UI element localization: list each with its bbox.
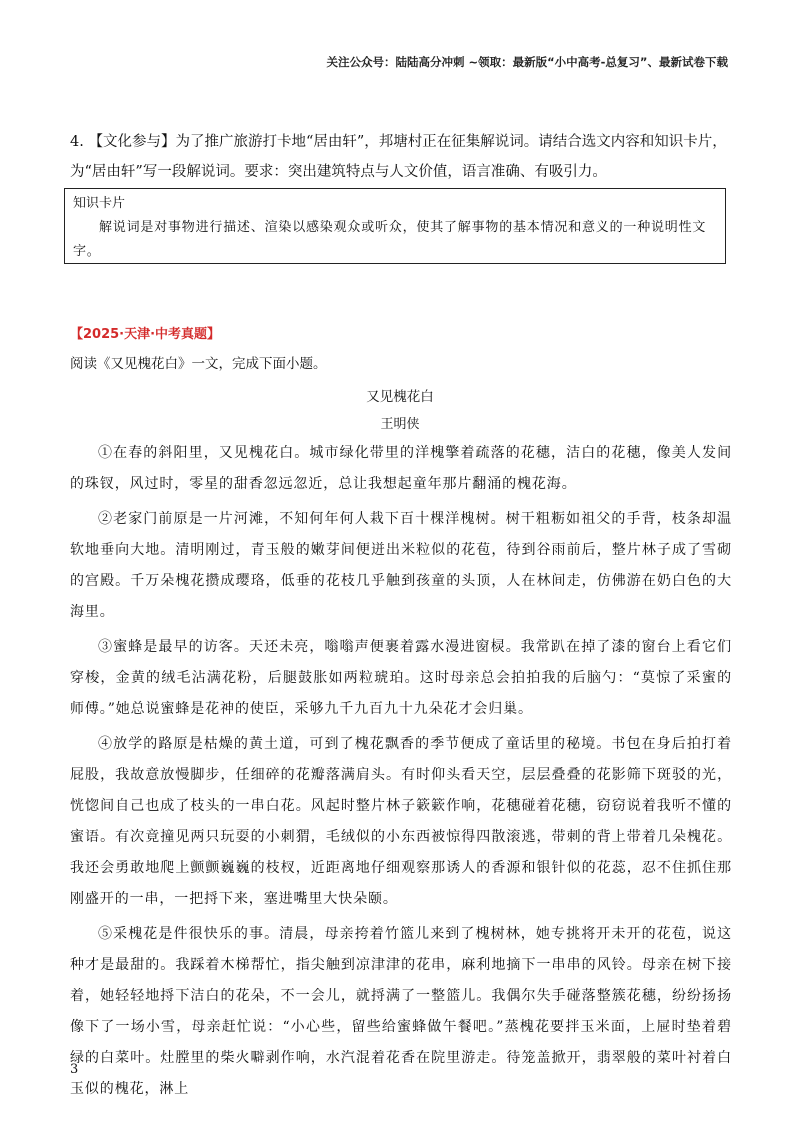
paragraph-1: ①在春的斜阳里，又见槐花白。城市绿化带里的洋槐擎着疏落的花穗，洁白的花穗，像美人发间的珠钗，风过时，零星的甜香忽远忽近，总让我想起童年那片翻涌的槐花海。 [70, 445, 732, 492]
page-number: 3 [70, 1062, 79, 1077]
knowledge-card [64, 188, 726, 264]
knowledge-card-body: 解说词是对事物进行描述、渲染以感染观众或听众，使其了解事物的基本情况和意义的一种说明性文字。 [73, 220, 707, 259]
paragraph-3: ③蜜蜂是最早的访客。天还未亮，嗡嗡声便裹着露水漫进窗棂。我常趴在掉了漆的窗台上看它们穿梭，金黄的绒毛沾满花粉，后腿鼓胀如两粒琥珀。这时母亲总会拍拍我的后脑勺：“莫惊了采蜜的师傅。”她总说蜜蜂是花神的使臣，采够九千九百九十九朵花才会归巢。 [70, 639, 732, 717]
paragraph-4: ④放学的路原是枯燥的黄土道，可到了槐花飘香的季节便成了童话里的秘境。书包在身后拍打着屁股，我故意放慢脚步，任细碎的花瓣落满肩头。有时仰头看天空，层层叠叠的花影筛下斑驳的光，恍惚间自己也成了枝头的一串白花。风起时整片林子簌簌作响，花穗碰着花穗，窃窃说着我听不懂的蜜语。有次竟撞见两只玩耍的小刺猬，毛绒似的小东西被惊得四散滚逃，带刺的背上带着几朵槐花。我还会勇敢地爬上颤颤巍巍的枝杈，近距离地仔细观察那诱人的香源和银针似的花蕊，忍不住抓住那刚盛开的一串，一把捋下来，塞进嘴里大快朵颐。 [70, 736, 732, 907]
exam-source-tag: 【2025·天津·中考真题】 [70, 327, 221, 342]
paragraph-5: ⑤采槐花是件很快乐的事。清晨，母亲挎着竹篮儿来到了槐树林，她专挑将开未开的花苞，说这种才是最甜的。我踩着木梯帮忙，指尖触到凉津津的花串，麻利地摘下一串串的风铃。母亲在树下接着，她轻轻地捋下洁白的花朵，不一会儿，就捋满了一整篮儿。我偶尔失手碰落整簇花穗，纷纷扬扬像下了一场小雪，母亲赶忙说：“小心些，留些给蜜蜂做午餐吧。”蒸槐花要拌玉米面，上屉时垫着碧绿的白菜叶。灶膛里的柴火噼剥作响，水汽混着花香在院里游走。待笼盖掀开，翡翠般的菜叶衬着白玉似的槐花，淋上 [70, 926, 732, 1097]
page-header-banner: 关注公众号：陆陆高分冲刺 ~领取：最新版“小中高考-总复习”、最新试卷下载 [326, 55, 728, 69]
article-body [70, 438, 732, 1109]
knowledge-card-title: 知识卡片 [73, 196, 126, 211]
reading-instruction: 阅读《又见槐花白》一文，完成下面小题。 [70, 356, 327, 372]
paragraph-2: ②老家门前原是一片河滩，不知何年何人栽下百十棵洋槐树。树干粗粝如祖父的手背，枝条却温软地垂向大地。清明刚过，青玉般的嫩芽间便迸出米粒似的花苞，待到谷雨前后，整片林子成了雪砌的宫殿。千万朵槐花攒成璎珞，低垂的花枝几乎触到孩童的头顶，人在林间走，仿佛游在奶白色的大海里。 [70, 511, 732, 620]
article-author: 王明侠 [380, 417, 420, 432]
question-4-prompt: 4. 【文化参与】为了推广旅游打卡地“居由轩”，邦塘村正在征集解说词。请结合选文内容和知识卡片，为“居由轩”写一段解说词。要求：突出建筑特点与人文价值，语言准确、有吸引力。 [70, 134, 727, 180]
article-title: 又见槐花白 [366, 389, 434, 405]
